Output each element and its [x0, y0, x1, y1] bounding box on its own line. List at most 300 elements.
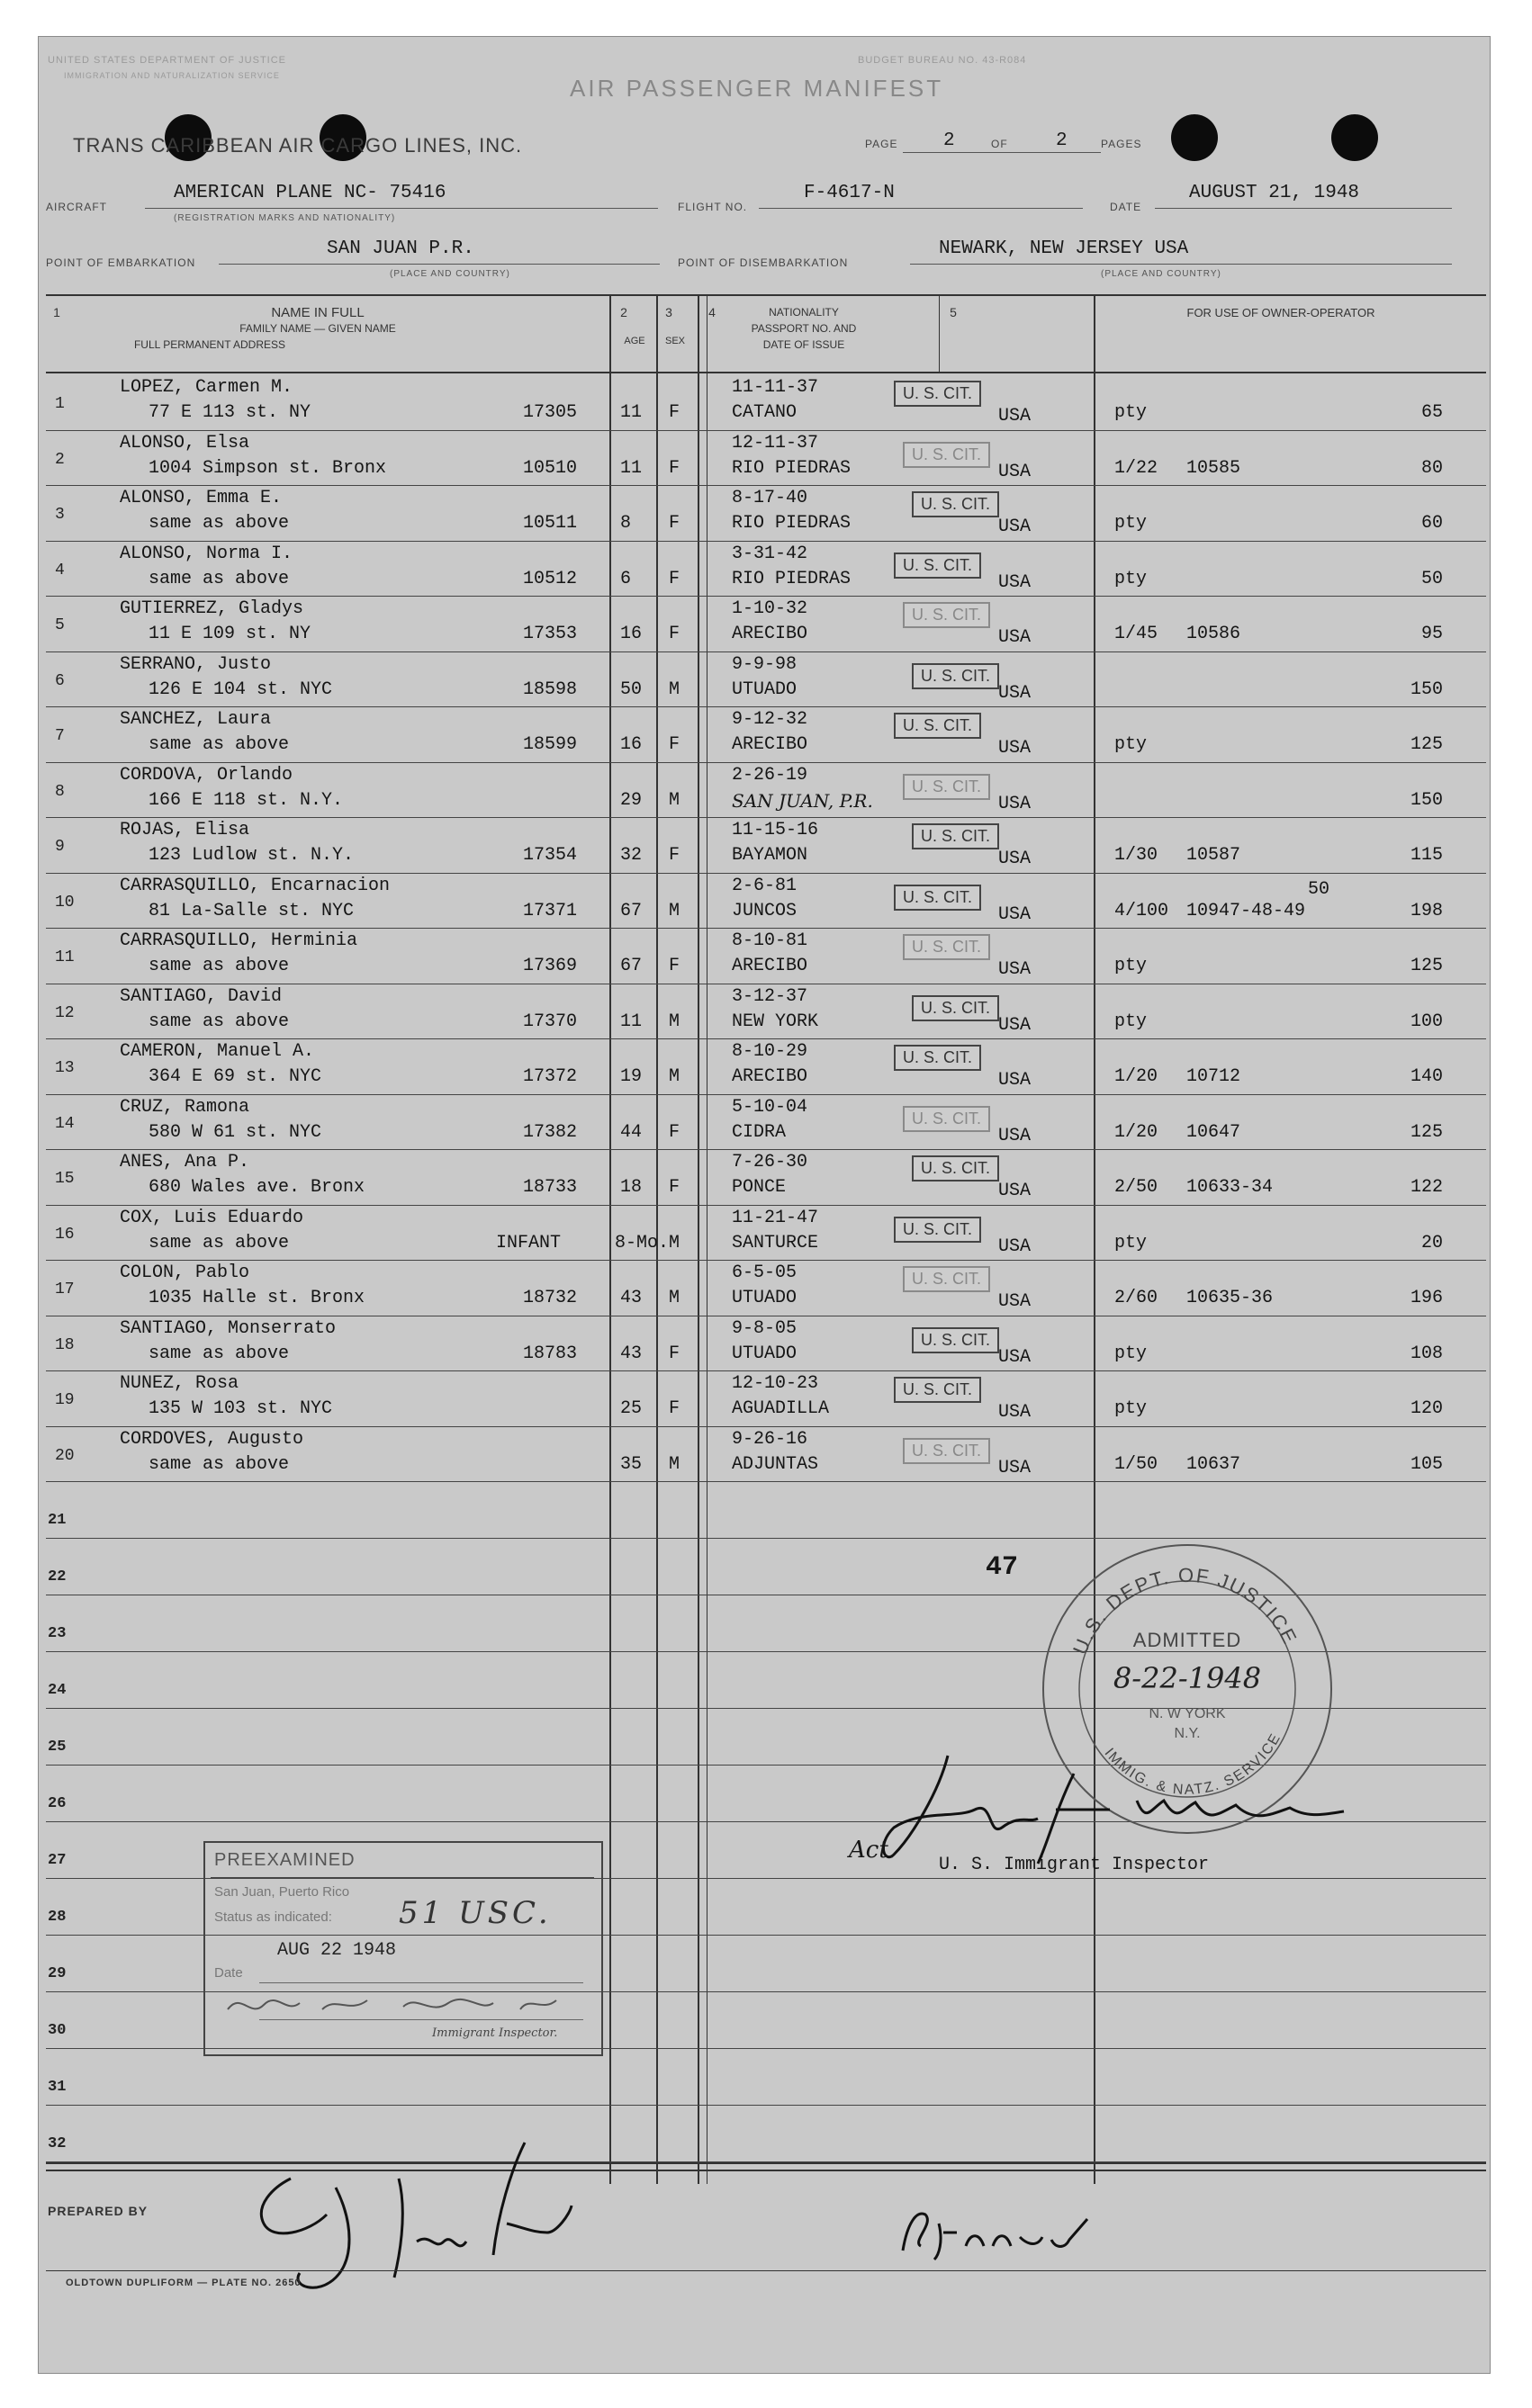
nationality: USA [998, 849, 1032, 869]
us-citizen-stamp: U. S. CIT. [903, 602, 990, 628]
aircraft-underline [145, 208, 658, 209]
passenger-age: 44 [620, 1121, 643, 1143]
birth-date: 3-12-37 [732, 985, 808, 1007]
date-label: DATE [1110, 201, 1142, 213]
passenger-sex: F [669, 457, 680, 479]
birth-place: ARECIBO [732, 734, 808, 755]
preexam-inspector-label: Immigrant Inspector. [432, 2026, 558, 2040]
birth-date: 9-8-05 [732, 1317, 798, 1339]
us-citizen-stamp: U. S. CIT. [903, 774, 990, 800]
preexam-date-value: AUG 22 1948 [277, 1940, 397, 1961]
stamp-date: 8-22-1948 [1113, 1661, 1262, 1695]
passenger-id: 18599 [523, 734, 578, 755]
operator-code: pty [1114, 956, 1148, 976]
birth-date: 5-10-04 [732, 1096, 808, 1118]
passenger-name: ALONSO, Norma I. [120, 543, 293, 564]
passenger-name: CAMERON, Manuel A. [120, 1041, 315, 1062]
nationality: USA [998, 627, 1032, 648]
birth-date: 11-21-47 [732, 1207, 819, 1228]
fare-amount: 108 [1410, 1343, 1444, 1364]
col5-number: 5 [950, 305, 957, 319]
passenger-name: ROJAS, Elisa [120, 820, 250, 840]
row-rule [46, 1205, 1486, 1206]
passenger-address: 126 E 104 st. NYC [149, 678, 333, 700]
passenger-sex: F [669, 956, 680, 976]
stamp-ring-top: U.S. DEPT. OF JUSTICE [1068, 1563, 1302, 1658]
birth-date: 8-10-29 [732, 1041, 808, 1062]
row-number: 15 [55, 1170, 75, 1188]
passenger-sex: F [669, 1343, 680, 1364]
row-number: 12 [55, 1003, 75, 1022]
row-number: 7 [55, 727, 65, 745]
nationality: USA [998, 1346, 1032, 1368]
passenger-name: CRUZ, Ramona [120, 1096, 250, 1118]
birth-place: RIO PIEDRAS [732, 457, 852, 479]
preexam-place: San Juan, Puerto Rico [214, 1884, 350, 1900]
birth-date: 12-11-37 [732, 432, 819, 454]
col1-header-c: FULL PERMANENT ADDRESS [133, 338, 286, 351]
extra-note: 50 [1308, 879, 1330, 900]
passenger-address: 123 Ludlow st. N.Y. [149, 845, 355, 866]
row-number: 9 [55, 838, 65, 856]
passenger-sex: F [669, 734, 680, 755]
birth-place: JUNCOS [732, 900, 798, 921]
embark-label: POINT OF EMBARKATION [46, 256, 196, 269]
birth-place: ARECIBO [732, 956, 808, 976]
us-citizen-stamp: U. S. CIT. [912, 823, 999, 849]
passenger-id: 10511 [523, 513, 578, 534]
nationality: USA [998, 738, 1032, 759]
fare-amount: 20 [1421, 1232, 1444, 1253]
fare-amount: 198 [1410, 900, 1444, 921]
passenger-name: SANTIAGO, Monserrato [120, 1317, 337, 1339]
nationality: USA [998, 1070, 1032, 1091]
disembark-underline [910, 264, 1452, 265]
passenger-sex: F [669, 402, 680, 423]
row-number: 10 [55, 893, 75, 912]
preexamined-stamp [203, 1841, 603, 2056]
passenger-address: 11 E 109 st. NY [149, 624, 311, 644]
passenger-address: same as above [149, 568, 290, 589]
us-citizen-stamp: U. S. CIT. [903, 934, 990, 960]
aircraft-value: AMERICAN PLANE NC- 75416 [174, 183, 446, 203]
birth-place: SANTURCE [732, 1232, 819, 1253]
passenger-sex: M [669, 1066, 680, 1087]
birth-date: 6-5-05 [732, 1262, 798, 1283]
row-rule [46, 928, 1486, 929]
fare-amount: 95 [1421, 624, 1444, 644]
operator-code: 1/20 [1114, 1121, 1158, 1143]
passenger-age: 8-Mo. [615, 1232, 670, 1253]
operator-code: 2/50 [1114, 1177, 1158, 1198]
col2-number: 2 [620, 305, 627, 319]
passenger-sex: M [669, 1011, 680, 1032]
col3-number: 3 [665, 305, 672, 319]
row-rule [46, 485, 1486, 486]
birth-date: 11-11-37 [732, 377, 819, 398]
passenger-age: 11 [620, 402, 643, 423]
passenger-address: same as above [149, 1343, 290, 1364]
passenger-address: 135 W 103 st. NYC [149, 1398, 333, 1419]
fare-amount: 125 [1410, 1121, 1444, 1143]
passenger-name: GUTIERREZ, Gladys [120, 598, 304, 619]
row-rule [46, 1538, 1486, 1539]
passenger-address: same as above [149, 513, 290, 534]
nationality: USA [998, 1235, 1032, 1257]
us-citizen-stamp: U. S. CIT. [894, 885, 981, 911]
row-number: 14 [55, 1114, 75, 1133]
disembark-value: NEWARK, NEW JERSEY USA [939, 238, 1189, 259]
passenger-sex: F [669, 1121, 680, 1143]
form-plate: OLDTOWN DUPLIFORM — PLATE NO. 2650 [66, 2278, 302, 2288]
passenger-id: 10510 [523, 457, 578, 479]
passenger-age: 11 [620, 1011, 643, 1032]
preexam-date-label: Date [214, 1965, 243, 1981]
stamp-ring-bottom: IMMIG. & NATZ. SERVICE [1101, 1730, 1284, 1798]
operator-ref: 10633-34 [1186, 1177, 1274, 1198]
row-number: 21 [48, 1512, 67, 1529]
embark-underline [219, 264, 660, 265]
passenger-id: 17370 [523, 1011, 578, 1032]
birth-date: 3-31-42 [732, 543, 808, 564]
passenger-name: COX, Luis Eduardo [120, 1207, 304, 1228]
aircraft-sub: (REGISTRATION MARKS AND NATIONALITY) [174, 213, 396, 223]
passenger-name: CORDOVA, Orlando [120, 764, 293, 786]
birth-place: RIO PIEDRAS [732, 513, 852, 534]
initials-signature [894, 2197, 1200, 2269]
passenger-id: 17353 [523, 624, 578, 644]
operator-ref: 10587 [1186, 845, 1241, 866]
fare-amount: 140 [1410, 1066, 1444, 1087]
col1-header-a: NAME IN FULL [271, 305, 365, 320]
manifest-sheet [38, 36, 1491, 2374]
operator-code: pty [1114, 1232, 1148, 1253]
pages-label: PAGES [1101, 138, 1142, 150]
passenger-sex: M [669, 1288, 680, 1308]
col-divider [1094, 294, 1095, 2184]
flight-label: FLIGHT NO. [678, 201, 748, 213]
col1-number: 1 [53, 305, 60, 319]
operator-code: 1/22 [1114, 457, 1158, 479]
birth-place: PONCE [732, 1177, 787, 1198]
passenger-address: 77 E 113 st. NY [149, 402, 311, 423]
passenger-age: 18 [620, 1177, 643, 1198]
fare-amount: 150 [1410, 678, 1444, 700]
birth-date: 9-26-16 [732, 1428, 808, 1450]
agency-line-2: IMMIGRATION AND NATURALIZATION SERVICE [64, 71, 280, 80]
agency-line-1: UNITED STATES DEPARTMENT OF JUSTICE [48, 55, 287, 66]
passenger-name: ALONSO, Emma E. [120, 488, 283, 508]
operator-code: pty [1114, 1011, 1148, 1032]
fare-amount: 196 [1410, 1288, 1444, 1308]
nationality: USA [998, 406, 1032, 427]
disembark-label: POINT OF DISEMBARKATION [678, 256, 849, 269]
aircraft-label: AIRCRAFT [46, 201, 107, 213]
us-citizen-stamp: U. S. CIT. [894, 713, 981, 739]
passenger-age: 6 [620, 568, 632, 589]
operator-code: pty [1114, 568, 1148, 589]
row-rule [46, 706, 1486, 707]
col1-header-b: FAMILY NAME — GIVEN NAME [239, 322, 396, 335]
passenger-sex: F [669, 568, 680, 589]
passenger-age: 67 [620, 956, 643, 976]
passenger-name: NUNEZ, Rosa [120, 1373, 239, 1394]
row-number: 17 [55, 1280, 75, 1298]
row-rule [46, 596, 1486, 597]
col-divider [939, 294, 940, 372]
operator-code: pty [1114, 1343, 1148, 1364]
nationality: USA [998, 1291, 1032, 1312]
nationality: USA [998, 903, 1032, 925]
operator-ref: 10647 [1186, 1121, 1241, 1143]
row-rule [46, 762, 1486, 763]
nationality: USA [998, 959, 1032, 980]
fare-amount: 115 [1410, 845, 1444, 866]
passenger-name: ANES, Ana P. [120, 1152, 250, 1173]
passenger-age: 11 [620, 457, 643, 479]
us-citizen-stamp: U. S. CIT. [894, 1377, 981, 1403]
fare-amount: 100 [1410, 1011, 1444, 1032]
passenger-sex: M [669, 789, 680, 811]
nationality: USA [998, 682, 1032, 704]
operator-ref: 10586 [1186, 624, 1241, 644]
us-citizen-stamp: U. S. CIT. [894, 381, 981, 407]
us-citizen-stamp: U. S. CIT. [912, 491, 999, 517]
row-rule [46, 817, 1486, 818]
nationality: USA [998, 517, 1032, 537]
passenger-age: 8 [620, 513, 632, 534]
passenger-id: 17382 [523, 1121, 578, 1143]
birth-place: AGUADILLA [732, 1398, 830, 1419]
us-citizen-stamp: U. S. CIT. [903, 1106, 990, 1132]
passenger-id: 18598 [523, 678, 578, 700]
row-number: 11 [55, 948, 75, 966]
passenger-address: 680 Wales ave. Bronx [149, 1177, 365, 1198]
date-value: AUGUST 21, 1948 [1189, 183, 1360, 203]
passenger-sex: F [669, 624, 680, 644]
row-number: 13 [55, 1059, 75, 1077]
passenger-count: 47 [986, 1552, 1019, 1583]
operator-ref: 10637 [1186, 1453, 1241, 1475]
birth-place: ARECIBO [732, 624, 808, 644]
passenger-id: 17305 [523, 402, 578, 423]
passenger-address: 364 E 69 st. NYC [149, 1066, 322, 1087]
operator-code: 1/45 [1114, 624, 1158, 644]
embark-value: SAN JUAN P.R. [327, 238, 474, 259]
us-citizen-stamp: U. S. CIT. [894, 1045, 981, 1071]
passenger-age: 29 [620, 789, 643, 811]
passenger-name: LOPEZ, Carmen M. [120, 377, 293, 398]
row-number: 3 [55, 506, 65, 524]
nationality: USA [998, 793, 1032, 814]
row-number: 23 [48, 1625, 67, 1642]
fare-amount: 150 [1410, 789, 1444, 811]
budget-number: BUDGET BUREAU NO. 43-R084 [858, 55, 1027, 66]
passenger-age: 43 [620, 1288, 643, 1308]
form-title: AIR PASSENGER MANIFEST [570, 75, 944, 102]
birth-place: UTUADO [732, 1343, 798, 1364]
fare-amount: 80 [1421, 457, 1444, 479]
row-rule [46, 541, 1486, 542]
passenger-id: 18733 [523, 1177, 578, 1198]
col4-number: 4 [708, 305, 716, 319]
passenger-sex: M [669, 678, 680, 700]
row-number: 8 [55, 782, 65, 801]
passenger-address: same as above [149, 1232, 290, 1253]
row-number: 22 [48, 1568, 67, 1586]
operator-ref: 10585 [1186, 457, 1241, 479]
footer-rule [46, 2270, 1486, 2271]
passenger-id: 17371 [523, 900, 578, 921]
passenger-name: SANCHEZ, Laura [120, 709, 272, 730]
passenger-sex: F [669, 513, 680, 534]
page-label: PAGE [865, 138, 898, 150]
operator-code: 1/20 [1114, 1066, 1158, 1087]
flight-underline [759, 208, 1083, 209]
birth-place: NEW YORK [732, 1011, 819, 1032]
row-number: 27 [48, 1852, 67, 1869]
prepared-by-label: PREPARED BY [48, 2204, 149, 2218]
passenger-name: COLON, Pablo [120, 1262, 250, 1283]
birth-place: ADJUNTAS [732, 1453, 819, 1475]
passenger-address: same as above [149, 956, 290, 976]
embark-sub: (PLACE AND COUNTRY) [390, 269, 510, 279]
passenger-name: CORDOVES, Augusto [120, 1428, 304, 1450]
us-citizen-stamp: U. S. CIT. [894, 1217, 981, 1243]
row-number: 31 [48, 2079, 67, 2096]
birth-date: 11-15-16 [732, 820, 819, 840]
passenger-id: 17372 [523, 1066, 578, 1087]
row-number: 20 [55, 1446, 75, 1465]
passenger-sex: F [669, 845, 680, 866]
row-rule [46, 1426, 1486, 1427]
passenger-address: 580 W 61 st. NYC [149, 1121, 322, 1143]
header-rule [46, 372, 1486, 373]
preexam-date-rule [259, 1982, 583, 1983]
disembark-sub: (PLACE AND COUNTRY) [1101, 269, 1221, 279]
nationality: USA [998, 1181, 1032, 1201]
us-citizen-stamp: U. S. CIT. [912, 663, 999, 689]
nationality: USA [998, 1457, 1032, 1478]
passenger-sex: F [669, 1398, 680, 1419]
passenger-age: 19 [620, 1066, 643, 1087]
passenger-name: CARRASQUILLO, Encarnacion [120, 875, 391, 896]
passenger-id: INFANT [496, 1232, 562, 1253]
row-rule [46, 1094, 1486, 1095]
col4-header-b: PASSPORT NO. AND [751, 322, 857, 335]
passenger-address: 81 La-Salle st. NYC [149, 900, 355, 921]
row-number: 25 [48, 1739, 67, 1756]
nationality: USA [998, 1125, 1032, 1146]
of-label: OF [991, 138, 1008, 150]
inspector-title: U. S. Immigrant Inspector [939, 1855, 1210, 1875]
passenger-id: 18783 [523, 1343, 578, 1364]
passenger-id: 17369 [523, 956, 578, 976]
stamp-status: ADMITTED [1132, 1629, 1242, 1651]
birth-date: 9-9-98 [732, 653, 798, 675]
passenger-id: 10512 [523, 568, 578, 589]
operator-code: pty [1114, 513, 1148, 534]
birth-date: 8-17-40 [732, 488, 808, 508]
row-number: 19 [55, 1391, 75, 1409]
birth-date: 8-10-81 [732, 930, 808, 951]
preexam-title: PREEXAMINED [214, 1850, 356, 1870]
us-citizen-stamp: U. S. CIT. [903, 1266, 990, 1292]
fare-amount: 65 [1421, 402, 1444, 423]
operator-ref: 10712 [1186, 1066, 1241, 1087]
row-number: 26 [48, 1795, 67, 1812]
birth-place: UTUADO [732, 678, 798, 700]
operator-code: 2/60 [1114, 1288, 1158, 1308]
passenger-name: ALONSO, Elsa [120, 432, 250, 454]
passenger-sex: F [669, 1177, 680, 1198]
passenger-sex: M [669, 1232, 680, 1253]
passenger-age: 25 [620, 1398, 643, 1419]
row-rule [46, 1038, 1486, 1039]
row-number: 4 [55, 561, 65, 580]
passenger-sex: M [669, 900, 680, 921]
passenger-age: 32 [620, 845, 643, 866]
flight-value: F-4617-N [804, 183, 895, 203]
passenger-age: 16 [620, 734, 643, 755]
fare-amount: 50 [1421, 568, 1444, 589]
birth-date: 9-12-32 [732, 709, 808, 730]
stamp-city: N. W YORK [1149, 1706, 1226, 1721]
row-number: 1 [55, 395, 65, 413]
birth-place: SAN JUAN, P.R. [732, 789, 873, 812]
passenger-name: SERRANO, Justo [120, 653, 272, 675]
inspector-prefix: Act. [849, 1837, 897, 1864]
punch-hole [1331, 114, 1378, 161]
passenger-id: 18732 [523, 1288, 578, 1308]
date-underline [1155, 208, 1452, 209]
row-rule [46, 1481, 1486, 1482]
birth-date: 2-6-81 [732, 875, 798, 896]
preexam-status-value: 51 USC. [399, 1895, 552, 1931]
row-rule [46, 2105, 1486, 2106]
operator-ref: 10947-48-49 [1186, 900, 1306, 921]
fare-amount: 120 [1410, 1398, 1444, 1419]
row-rule [46, 1149, 1486, 1150]
passenger-age: 16 [620, 624, 643, 644]
passenger-address: 1004 Simpson st. Bronx [149, 457, 387, 479]
page-underline [903, 152, 1101, 153]
operator-code: pty [1114, 1398, 1148, 1419]
row-number: 16 [55, 1225, 75, 1244]
us-citizen-stamp: U. S. CIT. [912, 1155, 999, 1182]
passenger-address: same as above [149, 1453, 290, 1475]
fare-amount: 105 [1410, 1453, 1444, 1475]
operator-code: pty [1114, 734, 1148, 755]
birth-date: 7-26-30 [732, 1152, 808, 1173]
fare-amount: 122 [1410, 1177, 1444, 1198]
row-rule [46, 1370, 1486, 1371]
passenger-age: 43 [620, 1343, 643, 1364]
operator-ref: 10635-36 [1186, 1288, 1274, 1308]
row-rule [46, 873, 1486, 874]
page-number: 2 [943, 130, 955, 151]
us-citizen-stamp: U. S. CIT. [903, 442, 990, 468]
nationality: USA [998, 1402, 1032, 1423]
col2-header: AGE [624, 336, 645, 346]
birth-place: CIDRA [732, 1121, 787, 1143]
row-rule [46, 430, 1486, 431]
us-citizen-stamp: U. S. CIT. [912, 1327, 999, 1353]
row-number: 32 [48, 2135, 67, 2152]
row-number: 24 [48, 1682, 67, 1699]
fare-amount: 125 [1410, 956, 1444, 976]
col6-header: FOR USE OF OWNER-OPERATOR [1186, 306, 1375, 319]
